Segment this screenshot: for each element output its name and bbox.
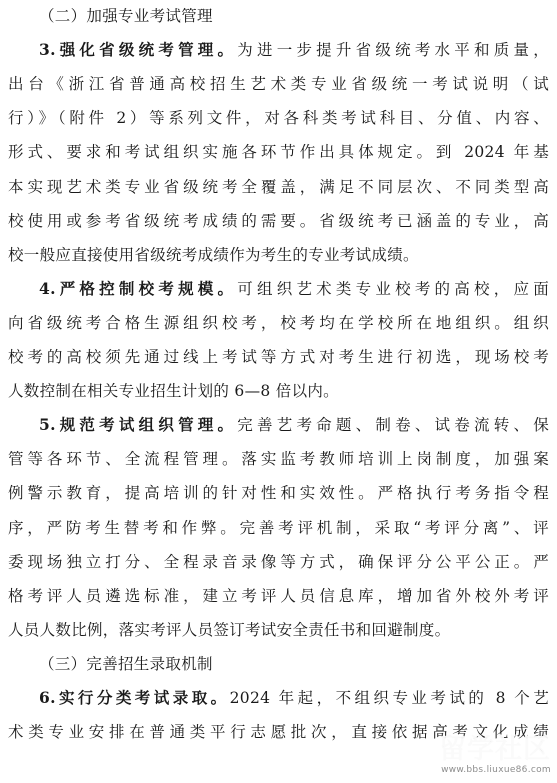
text-line — [8, 449, 549, 469]
text-line — [8, 586, 549, 606]
text-line — [8, 211, 549, 231]
line-text: 形式、要求和考试组织实施各环节作出具体规定。到 2024 年基 — [8, 143, 549, 162]
text-line — [8, 381, 549, 401]
line-text: 完善艺考命题、制卷、试卷流转、保 — [237, 416, 549, 435]
text-line — [8, 108, 549, 128]
item-heading: 5.规范考试组织管理。 — [39, 415, 238, 435]
line-text: 行）》（附件 2）等系列文件，对各科类考试科目、分值、内容、 — [8, 109, 549, 128]
line-text: （二）加强专业考试管理 — [39, 7, 213, 25]
line-text: 术类专业安排在普通类平行志愿批次，直接依据高考文化成绩 — [8, 723, 549, 742]
line-text: 格考评人员遴选标准，建立考评人员信息库，增加省外校外考评 — [8, 586, 549, 605]
line-text: 校考的高校须先通过线上考试等方式对考生进行初选，现场校考 — [8, 348, 549, 366]
text-line — [8, 518, 549, 538]
text-line — [39, 654, 549, 674]
text-line — [8, 142, 549, 162]
item-heading: 4.严格控制校考规模。 — [39, 278, 238, 298]
watermark-url: www.bbs.liuxue86.com — [441, 765, 551, 775]
text-line — [39, 688, 549, 708]
line-text: 管等各环节、全流程管理。落实监考教师培训上岗制度，加强案 — [8, 450, 549, 469]
text-line — [8, 347, 549, 367]
text-line — [8, 620, 549, 640]
line-text: 向省级统考合格生源组织校考，校考均在学校所在地组织。组织 — [8, 313, 549, 332]
text-line — [8, 313, 549, 333]
text-line — [8, 74, 549, 94]
line-text: 出台《浙江省普通高校招生艺术类专业省级统一考试说明（试 — [8, 75, 549, 94]
text-line — [39, 40, 549, 60]
line-text: 为进一步提升省级统考水平和质量， — [237, 41, 549, 60]
line-text: 人员人数比例，落实考评人员签订考试安全责任书和回避制度。 — [8, 620, 451, 639]
text-line — [39, 279, 549, 299]
line-text: 校使用或参考省级统考成绩的需要。省级统考已涵盖的专业，高 — [8, 211, 549, 230]
line-text: 委现场独立打分、全程录音录像等方式，确保评分公平公正。严 — [8, 552, 549, 571]
line-text: 校一般应直接使用省级统考成绩作为考生的专业考试成绩。 — [8, 245, 419, 264]
text-line — [8, 245, 549, 265]
line-text: 例警示教育，提高培训的针对性和实效性。严格执行考务指令程 — [8, 484, 549, 503]
text-line — [8, 552, 549, 572]
line-text: 人数控制在相关专业招生计划的 6—8 倍以内。 — [8, 382, 339, 401]
line-text: 序，严防考生替考和作弊。完善考评机制，采取“考评分离”、评 — [8, 518, 549, 537]
text-line — [8, 177, 549, 197]
text-line — [39, 6, 549, 26]
item-heading: 6.实行分类考试录取。 — [39, 688, 230, 707]
watermark-logo: 留学社区 — [439, 734, 551, 765]
text-line — [8, 722, 549, 742]
line-text: （三）完善招生录取机制 — [39, 654, 213, 673]
text-line — [8, 483, 549, 503]
text-line — [39, 415, 549, 435]
item-heading: 3.强化省级统考管理。 — [39, 40, 238, 60]
line-text: 本实现艺术类专业省级统考全覆盖，满足不同层次、不同类型高 — [8, 177, 549, 196]
line-text: 2024 年起，不组织专业考试的 8 个艺 — [229, 689, 549, 707]
line-text: 可组织艺术类专业校考的高校，应面 — [237, 279, 549, 298]
